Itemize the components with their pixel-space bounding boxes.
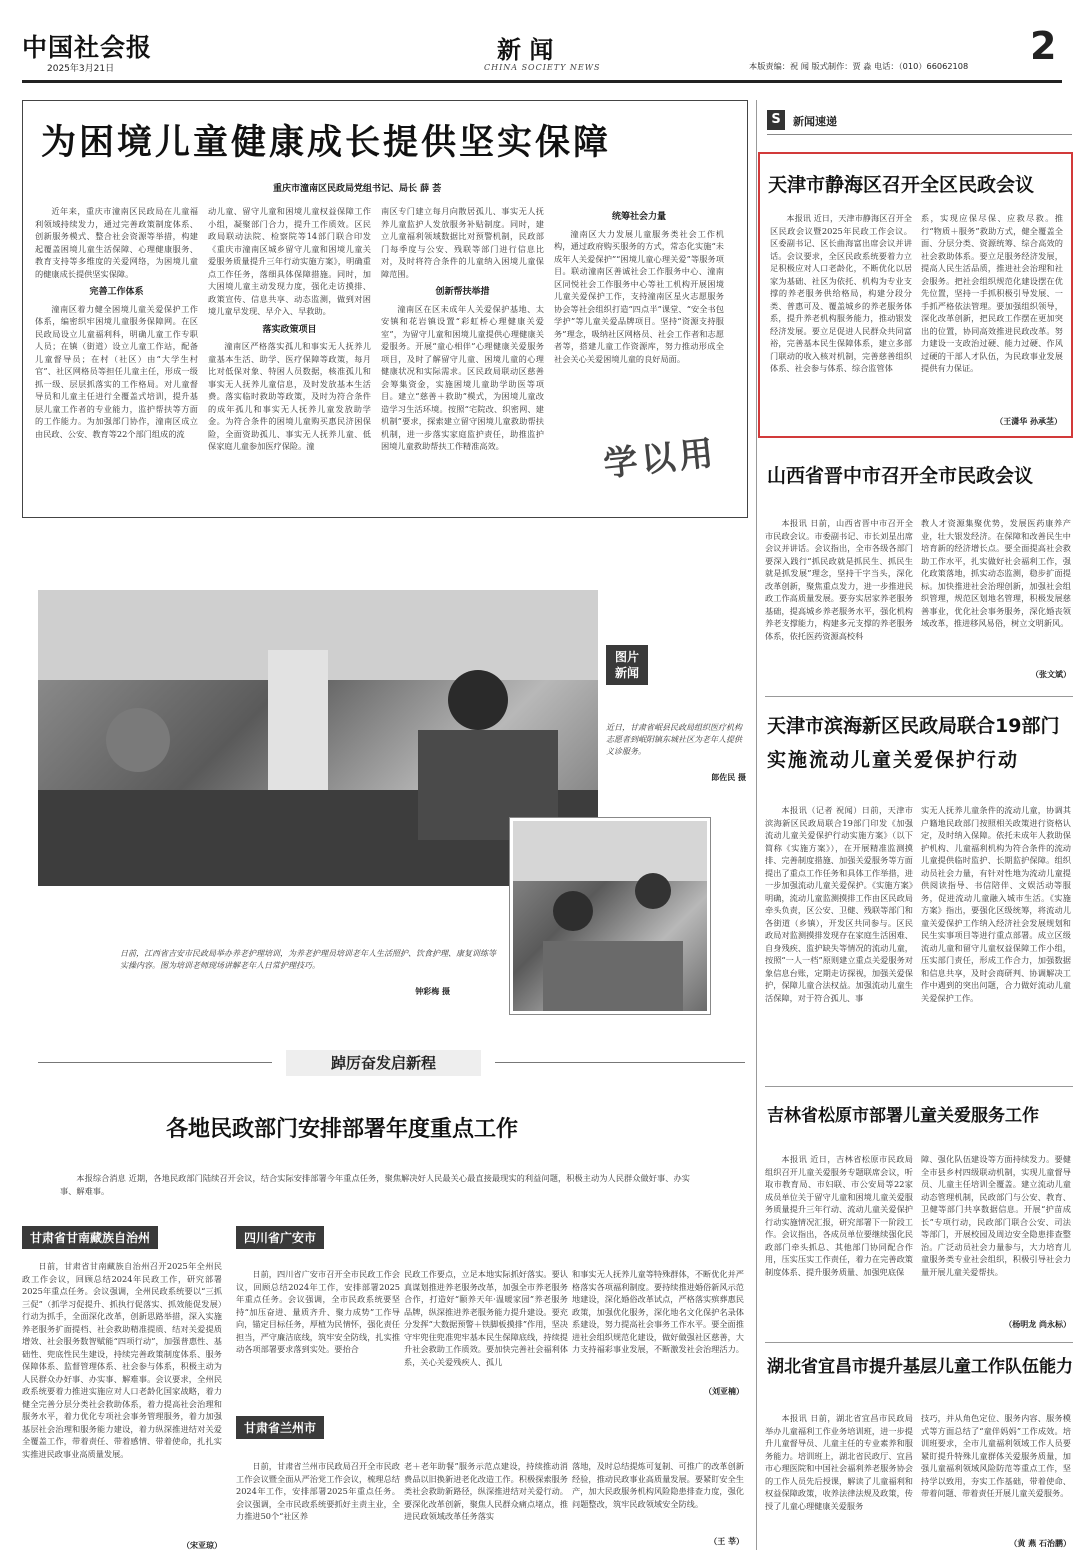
photo-care-training-frame — [510, 818, 710, 1014]
photo-2-caption: 日前，江西省吉安市民政局举办养老护理培训，为养老护理员培训老年人生活照护、饮食护理、康复训练等实操内容。图为培训老师现场讲解老年人日常护理技巧。 — [120, 949, 496, 970]
gannan-text: 日前，甘肃省甘南藏族自治州召开2025年全州民政工作会议，回顾总结2024年民政工作，研究部署2025年重点任务。会议强调，全州民政系统要以“三抓三促”（抓学习促提升、抓执行促落实、抓效能促发展）行动为抓手，全面深化改革，创新思路举措，深入实施养老服务扩面提档、社会救助精准提质、结对关爱提质增效、社会服务数智赋能“四项行动”，加强普惠性、基础性、兜底性民生建设，持续完善政策制度体系、服务保障体系、监督管理体系、社会参与体系，积极主动为人民群众办好事、办实事、解难事。会议要求，全州民政系统要着力推进实施应对人口老龄化国家战略，着力健全完善分层分类社会救助体系，着力提高社会治理和服务水平，着力优化专项社会事务管理服务，着力加强基层社会治理和服务能力建设，着力纵深推进结对关爱全覆盖工作，带着责任、带着感情、带着使命，扎扎实实推进民政事业高质量发展。 — [22, 1261, 222, 1459]
guangan-col-1: 日前，四川省广安市召开全市民政工作会议，回顾总结2024年工作，安排部署2025年重点任务。会议强调，全市民政系统要坚持“加压奋进、量质齐升、聚力成势”工作导向，锚定目标任务，厚植为民情怀，强化责任担当，严守廉洁底线，筑牢安全防线，扎实推动各项部署要求落到实处。要抬合 — [236, 1269, 400, 1354]
masthead-rule — [22, 80, 1062, 83]
jinghai-title: 天津市静海区召开全区民政会议 — [768, 174, 1035, 196]
page-number: 2 — [1030, 24, 1057, 68]
annual-work-intro: 本报综合消息 近期，各地民政部门陆续召开会议，结合实际安排部署今年重点任务，聚焦解决好人民最关心最直接最现实的利益问题，积极主动为人民群众做好事、办实事、解难事。 — [60, 1173, 690, 1196]
jilin-byline: （杨明龙 尚永标） — [1004, 1320, 1071, 1329]
main-article — [22, 100, 748, 518]
divider-3 — [765, 1342, 1073, 1343]
main-col4-para: 潼南区大力发展儿童服务类社会工作机构，通过政府购买服务的方式，常态化实施“未成年人关爱保护”“困境儿童心理关爱”等服务项目。联动潼南区善诚社会工作服务中心、潼南区同悦社会工作服务中心等社工机构开展困境儿童关爱保护工作，支持潼南区星火志愿服务协会等社会组织打造“四点半”课堂、“安全书包学护”等儿童关爱品牌项目。坚持“资源支持服务”理念，吸纳社区网格员、社会工作者和志愿者等，搭建儿童工作资源库，努力推动形成全社会关心关爱困境儿童的良好局面。 — [554, 228, 724, 364]
annual-work-title: 各地民政部门安排部署年度重点工作 — [166, 1117, 519, 1142]
binhai-title-line-1: 天津市滨海新区民政局联合19部门 — [767, 715, 1060, 737]
news-flash-header — [767, 110, 1075, 132]
lanzhou-label: 甘肃省兰州市 — [236, 1416, 324, 1439]
gannan-byline: （宋亚琼） — [182, 1541, 222, 1550]
main-col2-para: 动儿童、留守儿童和困境儿童权益保障工作小组，凝聚部门合力，提升工作质效。区民政局联动法院、检察院等14部门联合印发《重庆市潼南区城乡留守儿童和困境儿童关爱服务质量提升三年行动实施方案》，明确重点工作任务，落细具体保障措施。同时，加大困境儿童主动发现力度，强化走访摸排、政策宣传、信息共享、动态监测，做到对困境儿童早发现、早介入、早救助。 — [208, 206, 371, 316]
shanxi-col-a: 本报讯 日前，山西省晋中市召开全市民政会议。市委副书记、市长刘星出席会议并讲话。会议指出，全市各级各部门要深入践行“抓民政就是抓民生、抓民生就是抓发展”理念，坚持干字当头，深化改革创新，聚焦重点发力，进一步推进民政工作高质量发展。要夯实居家养老服务基础，提高城乡养老服务水平，强化机构养老支撑能力，构建多元支撑的养老服务体系，依托医药资源高校科 — [765, 518, 913, 641]
divider-2 — [765, 1086, 1073, 1087]
section-banner: 踔厉奋发启新程 — [286, 1050, 481, 1076]
hubei-title: 湖北省宜昌市提升基层儿童工作队伍能力 — [767, 1357, 1073, 1377]
shanxi-title: 山西省晋中市召开全市民政会议 — [767, 465, 1034, 487]
masthead-logo: 中国社会报 — [22, 33, 153, 62]
main-col-3 — [381, 205, 544, 515]
jinghai-col-b: 系，实现应保尽保、应救尽救。推行“物质＋服务”救助方式，健全覆盖全面、分层分类、资源统筹、综合高效的社会救助体系。要立足服务经济发展，提高人民生活品质，推进社会治理和社会服务。把社会组织规范化建设摆在优先位置，坚持一手抓积极引导发展、一手抓严格依法管理。要加强组织领导，深化改革创新，把民政工作摆在更加突出的位置，协同高效推进民政改革。努力建设一支政治过硬、能力过硬、作风过硬的干部人才队伍，为民政事业发展提供有力保证。 — [921, 213, 1063, 373]
jilin-article — [765, 1093, 1073, 1343]
main-col2b-para: 潼南区严格落实孤儿和事实无人抚养儿童基本生活、助学、医疗保障等政策，每月比对低保对象、特困人员数据，核准孤儿和事实无人抚养儿童信息，及时发放基本生活费。落实临时救助等政策，及时为符合条件的成年孤儿和事实无人抚养儿童发放助学金。为符合条件的困境儿童购买惠民济困保险，全面资助孤儿、事实无人抚养儿童、低保家庭儿童参加医疗保险。潼 — [208, 341, 371, 451]
main-col3-para: 南区专门建立每月向散居孤儿、事实无人抚养儿童监护人发放服务补贴制度。同时，建立儿童福利领域数据比对预警机制，民政部门每季度与公安、残联等部门进行信息比对，及时将符合条件的儿童纳入困境儿童保障范围。 — [381, 206, 544, 279]
main-article-title: 为困境儿童健康成长提供坚实保障 — [41, 123, 612, 163]
banner-line-left — [38, 1062, 272, 1063]
section-title-en: CHINA SOCIETY NEWS — [484, 63, 601, 72]
hubei-byline: （黄 燕 石治鹏） — [1009, 1539, 1071, 1548]
jilin-col-a: 本报讯 近日，吉林省松原市民政局组织召开儿童关爱服务专题联席会议，听取市教育局、市妇联、市公安局等22家成员单位关于留守儿童和困境儿童关爱服务质量提升三年行动、流动儿童关爱保护行动实施情况汇报，研究部署下一阶段工作。会议指出，各成员单位要继续强化民政部门牵头抓总、其他部门协同配合作用，压实压实工作责任，着力在完善政策制度体系、提升服务质量、加强兜底保 — [765, 1154, 913, 1277]
column-rule — [756, 100, 757, 1550]
jilin-title: 吉林省松原市部署儿童关爱服务工作 — [767, 1106, 1039, 1126]
hubei-col-b: 技巧，并从角色定位、服务内容、服务模式等方面总结了“童伴妈妈”工作成效。培训班要求，全市儿童福利领域工作人员要紧盯提升特殊儿童群体关爱服务质量，加强儿童福利领域风险防范等重点工作，坚持学以致用，夯实工作基础，带着使命、带着问题、带着责任开展儿童关爱服务。 — [921, 1413, 1071, 1498]
shanxi-col-b: 教人才资源集聚优势，发展医药康养产业，壮大银发经济。在保障和改善民生中培育新的经济增长点。要全面提高社会救助工作水平，扎实做好社会福利工作，强化政策落地，抓实动态监测，稳步扩面提标。加快推进社会治理创新，加强社会组织管理，规范区划地名管理，积极发展慈善事业，优化社会事务服务，深化婚丧领域改革，推进移风易俗，树立文明新风。 — [921, 518, 1071, 628]
main-subhead-2: 落实政策项目 — [262, 324, 317, 335]
photo-1-credit: 郎佐民 摄 — [711, 773, 746, 782]
hubei-col-a: 本报讯 日前，湖北省宜昌市民政局举办儿童福利工作业务培训班，进一步提升儿童督导员、儿童主任的专业素养和服务能力。培训班上，湖北省民政厅、宜昌市心理医院和中国社会福利养老服务协会的工作人员先后授课，解读了儿童福利和权益保障政策，收养法律法规及政策，传授了儿童心理健康关爱服务 — [765, 1413, 913, 1511]
editor-info: 本版责编：祝 闻 版式制作：贾 淼 电话：（010）66062108 — [749, 61, 969, 71]
shanxi-article — [765, 445, 1073, 685]
jilin-col-b: 障、强化队伍建设等方面持续发力。要健全市县乡村四级联动机制，实现儿童督导员、儿童主任培训全覆盖。建立流动儿童动态管理机制，民政部门与公安、教育、卫健等部门共享数据信息。开展“护苗成长”专项行动，民政部门联合公安、司法等部门，开展校园及周边安全隐患排查整治。广泛动员社会力量参与，大力培育儿童服务类专业社会组织，积极引导社会力量开展儿童关爱帮扶。 — [921, 1154, 1071, 1277]
binhai-article — [765, 705, 1073, 1075]
guangan-label: 四川省广安市 — [236, 1226, 324, 1249]
main-col-4 — [554, 205, 724, 435]
news-flash-rule — [767, 134, 1072, 135]
binhai-title-line-2: 实施流动儿童关爱保护行动 — [767, 749, 1020, 771]
divider-1 — [765, 696, 1073, 697]
main-col3b-para: 潼南区在区未成年人关爱保护基地、太安镇和花岩镇设置“彩虹桥心理健康关爱室”，为留守儿童和困境儿童提供心理健康关爱服务。开展“童心相伴”心理健康关爱服务项目，及时了解留守儿童、困境儿童的心理健康状况和实际需求。区民政局联动区慈善会筹集资金，实施困境儿童助学助医等项目。建立“慈善＋救助”模式，为困境儿童改造学习生活环境。按照“宅院改、织密网、建机制”要求，探索建立留守困境儿童救助帮扶机制，进一步落实家庭监护责任，助推监护困境儿童救助帮扶工作精准高效。 — [381, 303, 544, 451]
jinghai-byline: （王潇华 孙承茎） — [995, 417, 1062, 426]
section-title: 新 闻 — [497, 36, 554, 64]
main-subhead-4: 统筹社会力量 — [611, 212, 666, 222]
lanzhou-col-1: 日前，甘肃省兰州市民政局召开全市民政工作会议暨全面从严治党工作会议，梳理总结2024年工作，安排部署2025年重点任务。会议强调，全市民政系统要抓好主责主业，全力推进50个“社区养 — [236, 1461, 400, 1521]
guangan-col-2: 民政工作要点，立足本地实际抓好落实。要认真谋划推进养老服务改革，加强全市养老服务合作，打造好“颐养天年·温暖家园”养老服务品牌，纵深推进养老服务能力提升建设。要充分发挥“大数据预警＋铁脚板摸排”作用，坚决守牢兜住兜准兜牢基本民生保障底线，持续提升社会救助工作质效。要加快完善社会福利体系，关心关爱残疾人、孤儿 — [404, 1269, 568, 1367]
guangan-byline: （刘亚楠） — [704, 1387, 744, 1396]
lanzhou-col-2: 老＋老年助餐”服务示范点建设，持续推动消费品以旧换新进老化改造工作。积极探索服务类社会救助新路径，纵深推进结对关爱行动。要深化改革创新，聚焦人民群众痛点堵点，推进民政领域改革任务落实 — [404, 1461, 568, 1521]
binhai-col-a: 本报讯（记者 祝闻）日前，天津市滨海新区民政局联合19部门印发《加强流动儿童关爱保护行动实施方案》（以下简称《实施方案》），在开展精准监测摸排、完善制度措施、加强关爱服务等方面提出了重点工作任务和具体工作举措，进一步加强流动儿童关爱保护。《实施方案》明确，流动儿童监测摸排工作由区民政局牵头负责，区公安、卫健、残联等部门和各街道（乡镇），开发区共同参与。区民政局对监测摸排发现存在家庭生活困难、自身残疾、监护缺失等情况的流动儿童，按照“一人一档”原则建立重点关爱服务对象信息台账，定期走访探视，加强关爱保护，保障儿童合法权益。加强流动儿童生活保障，对于符合孤儿、事 — [765, 805, 913, 1003]
banner-line-right — [495, 1062, 745, 1063]
hubei-article — [765, 1348, 1073, 1553]
main-col1-para: 近年来，重庆市潼南区民政局在儿童福利领域持续发力，通过完善政策制度体系、创新服务模式、整合社会资源等举措，构建起覆盖困境儿童生活保障、心理健康服务、教育支持等多维度的关爱网络，为困境儿童的健康成长提供坚实保障。 — [35, 206, 198, 279]
main-article-author: 重庆市潼南区民政局党组书记、局长 薛 荟 — [273, 184, 442, 194]
news-flash-label: 新闻速递 — [793, 115, 837, 128]
lanzhou-col-3: 落地，及时总结提炼可复制、可推广的改革创新经验，推动民政事业高质量发展。要紧盯安全生产，加大民政服务机构风险隐患排查力度，强化问题整改，筑牢民政领域安全防线。 — [572, 1461, 744, 1509]
binhai-col-b: 实无人抚养儿童条件的流动儿童，协调其户籍地民政部门按照相关政策进行资格认定，及时纳入保障。依托未成年人救助保护机构、儿童福利机构为符合条件的流动儿童提供临时监护、长期监护保障。组织动员社会力量，有针对性地为流动儿童提供阅读指导、书信陪伴、文娱活动等服务，促进流动儿童融入城市生活。《实施方案》指出，要强化区级统筹，将流动儿童关爱保护工作纳入经济社会发展规划和民生实事项目等进行重点部署。成立区级流动儿童和留守儿童权益保障工作小组，压实部门责任，形成工作合力，加强数据和信息共享，及时会商研判、协调解决工作中遇到的突出问题，合力做好流动儿童关爱保护工作。 — [921, 805, 1071, 1003]
main-subhead-1: 完善工作体系 — [89, 287, 144, 297]
masthead-date: 2025年3月21日 — [47, 64, 115, 74]
main-subhead-3: 创新帮扶举措 — [435, 287, 490, 297]
shanxi-byline: （张文斌） — [1031, 670, 1071, 679]
care-training-scene-icon — [513, 821, 707, 1011]
jinghai-col-a: 本报讯 近日，天津市静海区召开全区民政会议暨2025年民政工作会议。区委副书记、区长曲海富出席会议并讲话。会议要求，全区民政系统要着力立足积极应对人口老龄化，不断优化以居家为基础、社区为依托、机构为专业支撑的养老服务供给格局，构建分段分类、普惠可及、覆盖城乡的养老服务体系，提升养老机构服务能力，推动银发经济发展。要立足促进人民群众共同富裕，完善基本民生保障体系，建立多部门联动的收入核对机制，完善慈善组织体系、社会参与体系、综合监管体 — [770, 213, 912, 373]
masthead — [22, 24, 1062, 78]
study-stamp: 学以用 — [601, 433, 720, 485]
tianjin-jinghai-article — [758, 152, 1073, 438]
gannan-label: 甘肃省甘南藏族自治州 — [22, 1226, 158, 1249]
photo-2-credit: 钟彩梅 摄 — [415, 987, 450, 996]
guangan-col-3: 和事实无人抚养儿童等特殊群体，不断优化并严格落实各项福利制度。要持续推进婚俗新风示范地建设，深化婚俗改革试点，严格落实殡葬惠民政策，加强优化服务，深化地名文化保护名录体系建设，努力提高社会事务工作水平。要全面推进社会组织规范化建设，做好做强社区慈善，大力支持福彩事业发展，不断激发社会治理活力。 — [572, 1269, 744, 1354]
photo-news-label: 图片新闻 — [606, 645, 648, 685]
s-mark-icon: S — [767, 110, 785, 130]
photo-care-training — [513, 821, 707, 1011]
main-col-1 — [35, 205, 198, 515]
lanzhou-byline: （王 莘） — [709, 1537, 744, 1546]
photo-1-caption: 近日，甘肃省岷县民政局组织医疗机构志愿者到岷阳镇东城社区为老年人提供义诊服务。 — [606, 723, 742, 756]
main-col-2 — [208, 205, 371, 515]
main-col1b-para: 潼南区着力健全困境儿童关爱保护工作体系，编密织牢困境儿童服务保障网。在区民政局设立儿童福利科，明确儿童工作专职人员；在镇（街道）设立儿童工作站，配备儿童督导员；在村（社区）由“大学生村官”、社区网格员等担任儿童主任，形成一级抓一级、层层抓落实的工作格局。对儿童督导员和儿童主任进行全覆盖式培训，提升基层儿童工作者的专业能力，监护帮扶等方面的工作能力。为加强部门协作，潼南区成立由民政、公安、教育等22个部门组成的流 — [35, 303, 198, 439]
